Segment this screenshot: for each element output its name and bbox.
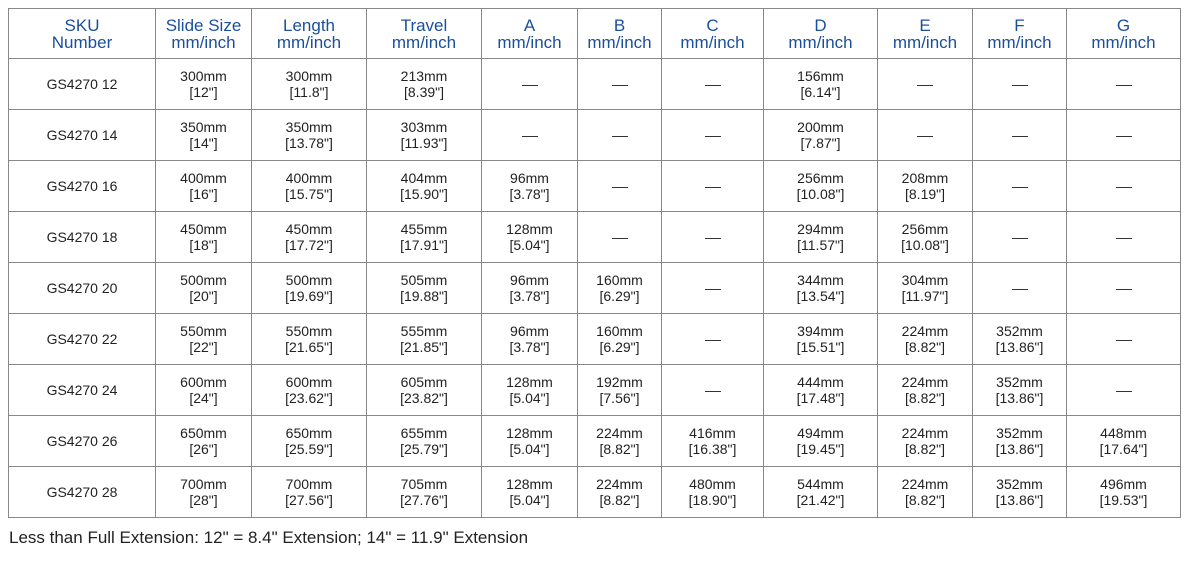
value-inch: [3.78"] — [509, 186, 550, 202]
column-header-title: C — [706, 15, 719, 35]
value-inch: [27.56"] — [285, 492, 333, 508]
value-mm: 96mm — [510, 323, 549, 339]
value-inch: [23.62"] — [285, 390, 333, 406]
value-inch: [17.48"] — [796, 390, 845, 406]
empty-cell — [662, 314, 764, 365]
value-mm: 500mm — [285, 272, 333, 288]
value-mm: 350mm — [285, 119, 333, 135]
value-cell — [367, 314, 482, 365]
value-cell — [764, 416, 878, 467]
value-inch: [12"] — [189, 84, 218, 100]
table-row — [9, 263, 1181, 314]
empty-cell — [973, 212, 1067, 263]
value-cell — [252, 212, 367, 263]
column-header-unit: mm/inch — [788, 32, 853, 52]
value-inch: [21.85"] — [400, 339, 448, 355]
column-header — [367, 9, 482, 59]
value-cell — [578, 263, 662, 314]
value-inch: [8.82"] — [599, 441, 640, 457]
value-cell — [764, 365, 878, 416]
value-mm: 450mm — [285, 221, 333, 237]
column-header-unit: mm/inch — [497, 32, 562, 52]
table-row — [9, 416, 1181, 467]
sku-cell: GS4270 12 — [9, 59, 156, 110]
value-inch: [15.75"] — [285, 186, 333, 202]
value-inch: [8.39"] — [404, 84, 444, 100]
column-header-unit: mm/inch — [987, 32, 1052, 52]
column-header-title: E — [919, 15, 931, 35]
column-header-unit: mm/inch — [587, 32, 652, 52]
value-inch: [16.38"] — [688, 441, 737, 457]
value-mm: 224mm — [596, 425, 643, 441]
value-mm: 550mm — [285, 323, 333, 339]
empty-cell — [662, 263, 764, 314]
value-inch: [3.78"] — [509, 339, 550, 355]
value-mm: 600mm — [285, 374, 333, 390]
table-body — [9, 59, 1181, 518]
value-cell — [156, 416, 252, 467]
empty-cell — [973, 59, 1067, 110]
value-mm: 128mm — [506, 425, 553, 441]
value-inch: [6.29"] — [599, 339, 640, 355]
dash-icon — [1116, 85, 1132, 86]
empty-cell — [973, 110, 1067, 161]
column-header — [252, 9, 367, 59]
value-inch: [11.8"] — [289, 84, 329, 100]
value-cell — [367, 212, 482, 263]
value-cell — [252, 314, 367, 365]
value-mm: 224mm — [596, 476, 643, 492]
value-inch: [8.82"] — [905, 492, 945, 508]
sku-cell: GS4270 16 — [9, 161, 156, 212]
value-inch: [13.78"] — [285, 135, 333, 151]
value-cell — [578, 365, 662, 416]
table-row — [9, 110, 1181, 161]
value-mm: 448mm — [1100, 425, 1147, 441]
column-header — [973, 9, 1067, 59]
column-header-title: B — [613, 15, 626, 35]
value-mm: 224mm — [901, 323, 949, 339]
sku-cell: GS4270 18 — [9, 212, 156, 263]
value-cell — [578, 416, 662, 467]
empty-cell — [662, 59, 764, 110]
value-mm: 400mm — [285, 170, 333, 186]
value-cell — [662, 416, 764, 467]
value-cell — [482, 365, 578, 416]
footnote: Less than Full Extension: 12" = 8.4" Extension; 14" = 11.9" Extension — [9, 528, 529, 547]
value-mm: 213mm — [400, 68, 448, 84]
value-mm: 650mm — [285, 425, 333, 441]
value-mm: 494mm — [797, 425, 844, 441]
value-mm: 200mm — [797, 119, 844, 135]
value-cell — [1067, 416, 1181, 467]
value-mm: 450mm — [180, 221, 227, 237]
sku-cell: GS4270 28 — [9, 467, 156, 518]
value-cell — [764, 314, 878, 365]
value-mm: 700mm — [180, 476, 227, 492]
value-inch: [8.82"] — [905, 441, 945, 457]
value-inch: [11.93"] — [400, 135, 448, 151]
column-header-unit: mm/inch — [680, 32, 745, 52]
value-mm: 256mm — [901, 221, 949, 237]
value-inch: [27.76"] — [400, 492, 448, 508]
value-inch: [18"] — [189, 237, 218, 253]
column-header — [482, 9, 578, 59]
value-inch: [19.53"] — [1099, 492, 1148, 508]
value-cell — [367, 161, 482, 212]
value-inch: [11.97"] — [901, 288, 949, 304]
value-cell — [764, 263, 878, 314]
value-mm: 400mm — [180, 170, 227, 186]
dash-icon — [917, 85, 933, 86]
value-cell — [367, 110, 482, 161]
value-cell — [156, 212, 252, 263]
value-mm: 605mm — [400, 374, 448, 390]
column-header-unit: mm/inch — [171, 32, 236, 52]
value-cell — [252, 161, 367, 212]
value-cell — [973, 416, 1067, 467]
value-cell — [367, 416, 482, 467]
dash-icon — [612, 187, 628, 188]
sku-cell: GS4270 24 — [9, 365, 156, 416]
value-mm: 352mm — [996, 425, 1043, 441]
value-inch: [17.91"] — [400, 237, 448, 253]
value-inch: [23.82"] — [400, 390, 448, 406]
dash-icon — [1012, 85, 1028, 86]
value-cell — [252, 110, 367, 161]
column-header-title: F — [1014, 15, 1025, 35]
value-mm: 404mm — [400, 170, 448, 186]
column-header — [156, 9, 252, 59]
table-row — [9, 161, 1181, 212]
value-mm: 700mm — [285, 476, 333, 492]
dash-icon — [917, 136, 933, 137]
value-cell — [662, 467, 764, 518]
value-mm: 128mm — [506, 374, 553, 390]
value-inch: [19.45"] — [796, 441, 845, 457]
column-header-title: Slide Size — [165, 15, 242, 35]
empty-cell — [1067, 161, 1181, 212]
empty-cell — [578, 59, 662, 110]
value-mm: 480mm — [689, 476, 736, 492]
value-cell — [252, 416, 367, 467]
empty-cell — [973, 161, 1067, 212]
value-cell — [156, 365, 252, 416]
value-inch: [11.57"] — [797, 237, 844, 253]
column-header-title: G — [1116, 15, 1131, 35]
value-mm: 350mm — [180, 119, 227, 135]
table-row — [9, 467, 1181, 518]
dash-icon — [1116, 391, 1132, 392]
value-cell — [973, 365, 1067, 416]
sku-cell: GS4270 22 — [9, 314, 156, 365]
value-cell — [764, 110, 878, 161]
value-inch: [13.86"] — [995, 492, 1044, 508]
table-row — [9, 365, 1181, 416]
dash-icon — [1116, 238, 1132, 239]
value-inch: [13.86"] — [995, 339, 1044, 355]
value-mm: 224mm — [901, 476, 949, 492]
value-mm: 416mm — [689, 425, 736, 441]
dash-icon — [1012, 187, 1028, 188]
value-cell — [878, 212, 973, 263]
value-cell — [973, 314, 1067, 365]
spec-table-container — [8, 8, 1180, 518]
value-mm: 160mm — [596, 323, 643, 339]
value-inch: [20"] — [189, 288, 218, 304]
value-cell — [156, 59, 252, 110]
spec-table — [8, 8, 1181, 518]
column-header — [764, 9, 878, 59]
empty-cell — [973, 263, 1067, 314]
value-cell — [878, 161, 973, 212]
value-inch: [25.79"] — [400, 441, 448, 457]
empty-cell — [578, 110, 662, 161]
dash-icon — [1116, 289, 1132, 290]
column-header-title: A — [523, 15, 536, 35]
value-mm: 600mm — [180, 374, 227, 390]
value-mm: 352mm — [996, 476, 1043, 492]
value-cell — [578, 467, 662, 518]
column-header-title: Travel — [400, 15, 448, 35]
value-mm: 208mm — [901, 170, 949, 186]
empty-cell — [662, 161, 764, 212]
empty-cell — [578, 212, 662, 263]
dash-icon — [1116, 136, 1132, 137]
value-cell — [482, 212, 578, 263]
value-inch: [7.56"] — [599, 390, 640, 406]
value-mm: 496mm — [1100, 476, 1147, 492]
value-mm: 294mm — [797, 221, 844, 237]
column-header-unit: mm/inch — [276, 32, 342, 52]
empty-cell — [662, 365, 764, 416]
dash-icon — [705, 187, 721, 188]
value-cell — [156, 263, 252, 314]
dash-icon — [705, 85, 721, 86]
value-mm: 96mm — [510, 272, 549, 288]
value-cell — [878, 314, 973, 365]
dash-icon — [522, 85, 538, 86]
value-cell — [578, 314, 662, 365]
value-inch: [13.54"] — [796, 288, 845, 304]
value-cell — [482, 416, 578, 467]
sku-cell: GS4270 26 — [9, 416, 156, 467]
dash-icon — [705, 136, 721, 137]
dash-icon — [612, 238, 628, 239]
table-row — [9, 212, 1181, 263]
value-inch: [13.86"] — [995, 390, 1044, 406]
value-inch: [10.08"] — [901, 237, 949, 253]
value-cell — [482, 161, 578, 212]
empty-cell — [578, 161, 662, 212]
column-header-unit: mm/inch — [391, 32, 457, 52]
value-cell — [482, 314, 578, 365]
value-inch: [5.04"] — [509, 237, 550, 253]
value-cell — [878, 467, 973, 518]
value-inch: [6.14"] — [800, 84, 841, 100]
empty-cell — [878, 59, 973, 110]
value-mm: 304mm — [901, 272, 949, 288]
value-inch: [5.04"] — [509, 390, 550, 406]
value-mm: 352mm — [996, 323, 1043, 339]
value-mm: 160mm — [596, 272, 643, 288]
sku-cell: GS4270 14 — [9, 110, 156, 161]
value-mm: 705mm — [400, 476, 448, 492]
dash-icon — [1012, 289, 1028, 290]
value-mm: 655mm — [400, 425, 448, 441]
value-inch: [8.82"] — [905, 390, 945, 406]
value-cell — [878, 365, 973, 416]
value-cell — [482, 467, 578, 518]
dash-icon — [1116, 340, 1132, 341]
header-row — [9, 9, 1181, 59]
empty-cell — [1067, 59, 1181, 110]
value-inch: [10.08"] — [796, 186, 845, 202]
value-cell — [764, 467, 878, 518]
dash-icon — [705, 391, 721, 392]
column-header-unit: mm/inch — [1091, 32, 1156, 52]
value-mm: 500mm — [180, 272, 227, 288]
value-mm: 650mm — [180, 425, 227, 441]
column-header — [578, 9, 662, 59]
value-inch: [6.29"] — [599, 288, 640, 304]
value-inch: [19.88"] — [400, 288, 448, 304]
value-inch: [8.82"] — [599, 492, 640, 508]
value-cell — [367, 467, 482, 518]
empty-cell — [482, 59, 578, 110]
value-inch: [8.82"] — [905, 339, 945, 355]
empty-cell — [1067, 365, 1181, 416]
value-cell — [156, 161, 252, 212]
value-mm: 344mm — [797, 272, 844, 288]
column-header — [9, 9, 156, 59]
value-cell — [878, 416, 973, 467]
column-header-title: SKU — [64, 15, 100, 35]
value-inch: [26"] — [189, 441, 218, 457]
value-inch: [14"] — [189, 135, 218, 151]
value-cell — [156, 467, 252, 518]
empty-cell — [878, 110, 973, 161]
dash-icon — [705, 238, 721, 239]
value-inch: [15.51"] — [796, 339, 845, 355]
column-header — [878, 9, 973, 59]
column-header-title: D — [814, 15, 827, 35]
value-cell — [764, 59, 878, 110]
value-inch: [16"] — [189, 186, 218, 202]
dash-icon — [1012, 238, 1028, 239]
value-inch: [7.87"] — [800, 135, 841, 151]
empty-cell — [1067, 263, 1181, 314]
value-cell — [252, 59, 367, 110]
column-header — [1067, 9, 1181, 59]
value-mm: 128mm — [506, 476, 553, 492]
value-mm: 544mm — [797, 476, 844, 492]
dash-icon — [705, 340, 721, 341]
empty-cell — [1067, 110, 1181, 161]
value-mm: 352mm — [996, 374, 1043, 390]
value-cell — [156, 110, 252, 161]
value-cell — [764, 161, 878, 212]
value-cell — [482, 263, 578, 314]
value-mm: 224mm — [901, 425, 949, 441]
column-header-title: Length — [283, 15, 335, 35]
empty-cell — [482, 110, 578, 161]
column-header-unit: Number — [51, 32, 113, 52]
sku-cell: GS4270 20 — [9, 263, 156, 314]
value-cell — [252, 263, 367, 314]
value-mm: 550mm — [180, 323, 227, 339]
value-cell — [973, 467, 1067, 518]
value-inch: [5.04"] — [509, 441, 550, 457]
value-mm: 303mm — [400, 119, 448, 135]
value-inch: [3.78"] — [509, 288, 550, 304]
value-mm: 156mm — [797, 68, 844, 84]
value-inch: [5.04"] — [509, 492, 550, 508]
dash-icon — [1116, 187, 1132, 188]
value-cell — [1067, 467, 1181, 518]
value-cell — [367, 263, 482, 314]
value-mm: 128mm — [506, 221, 553, 237]
dash-icon — [612, 136, 628, 137]
value-cell — [252, 365, 367, 416]
value-mm: 505mm — [400, 272, 448, 288]
value-inch: [8.19"] — [905, 186, 945, 202]
value-cell — [156, 314, 252, 365]
column-header-unit: mm/inch — [892, 32, 958, 52]
empty-cell — [662, 212, 764, 263]
value-inch: [18.90"] — [688, 492, 737, 508]
value-cell — [252, 467, 367, 518]
value-inch: [19.69"] — [285, 288, 333, 304]
value-mm: 192mm — [596, 374, 643, 390]
dash-icon — [612, 85, 628, 86]
value-mm: 96mm — [510, 170, 549, 186]
value-inch: [17.64"] — [1099, 441, 1148, 457]
value-inch: [22"] — [189, 339, 218, 355]
value-inch: [28"] — [189, 492, 218, 508]
value-cell — [878, 263, 973, 314]
value-mm: 394mm — [797, 323, 844, 339]
value-inch: [13.86"] — [995, 441, 1044, 457]
value-mm: 300mm — [285, 68, 333, 84]
dash-icon — [705, 289, 721, 290]
value-mm: 300mm — [180, 68, 227, 84]
value-mm: 444mm — [797, 374, 844, 390]
value-mm: 555mm — [400, 323, 448, 339]
column-header — [662, 9, 764, 59]
value-cell — [367, 59, 482, 110]
value-mm: 256mm — [797, 170, 844, 186]
value-mm: 455mm — [400, 221, 448, 237]
value-mm: 224mm — [901, 374, 949, 390]
value-inch: [25.59"] — [285, 441, 333, 457]
value-inch: [17.72"] — [285, 237, 333, 253]
value-inch: [24"] — [189, 390, 218, 406]
value-inch: [21.42"] — [796, 492, 845, 508]
dash-icon — [522, 136, 538, 137]
empty-cell — [662, 110, 764, 161]
value-cell — [367, 365, 482, 416]
value-inch: [21.65"] — [285, 339, 333, 355]
empty-cell — [1067, 314, 1181, 365]
value-cell — [764, 212, 878, 263]
table-row — [9, 59, 1181, 110]
table-row — [9, 314, 1181, 365]
dash-icon — [1012, 136, 1028, 137]
value-inch: [15.90"] — [400, 186, 448, 202]
empty-cell — [1067, 212, 1181, 263]
